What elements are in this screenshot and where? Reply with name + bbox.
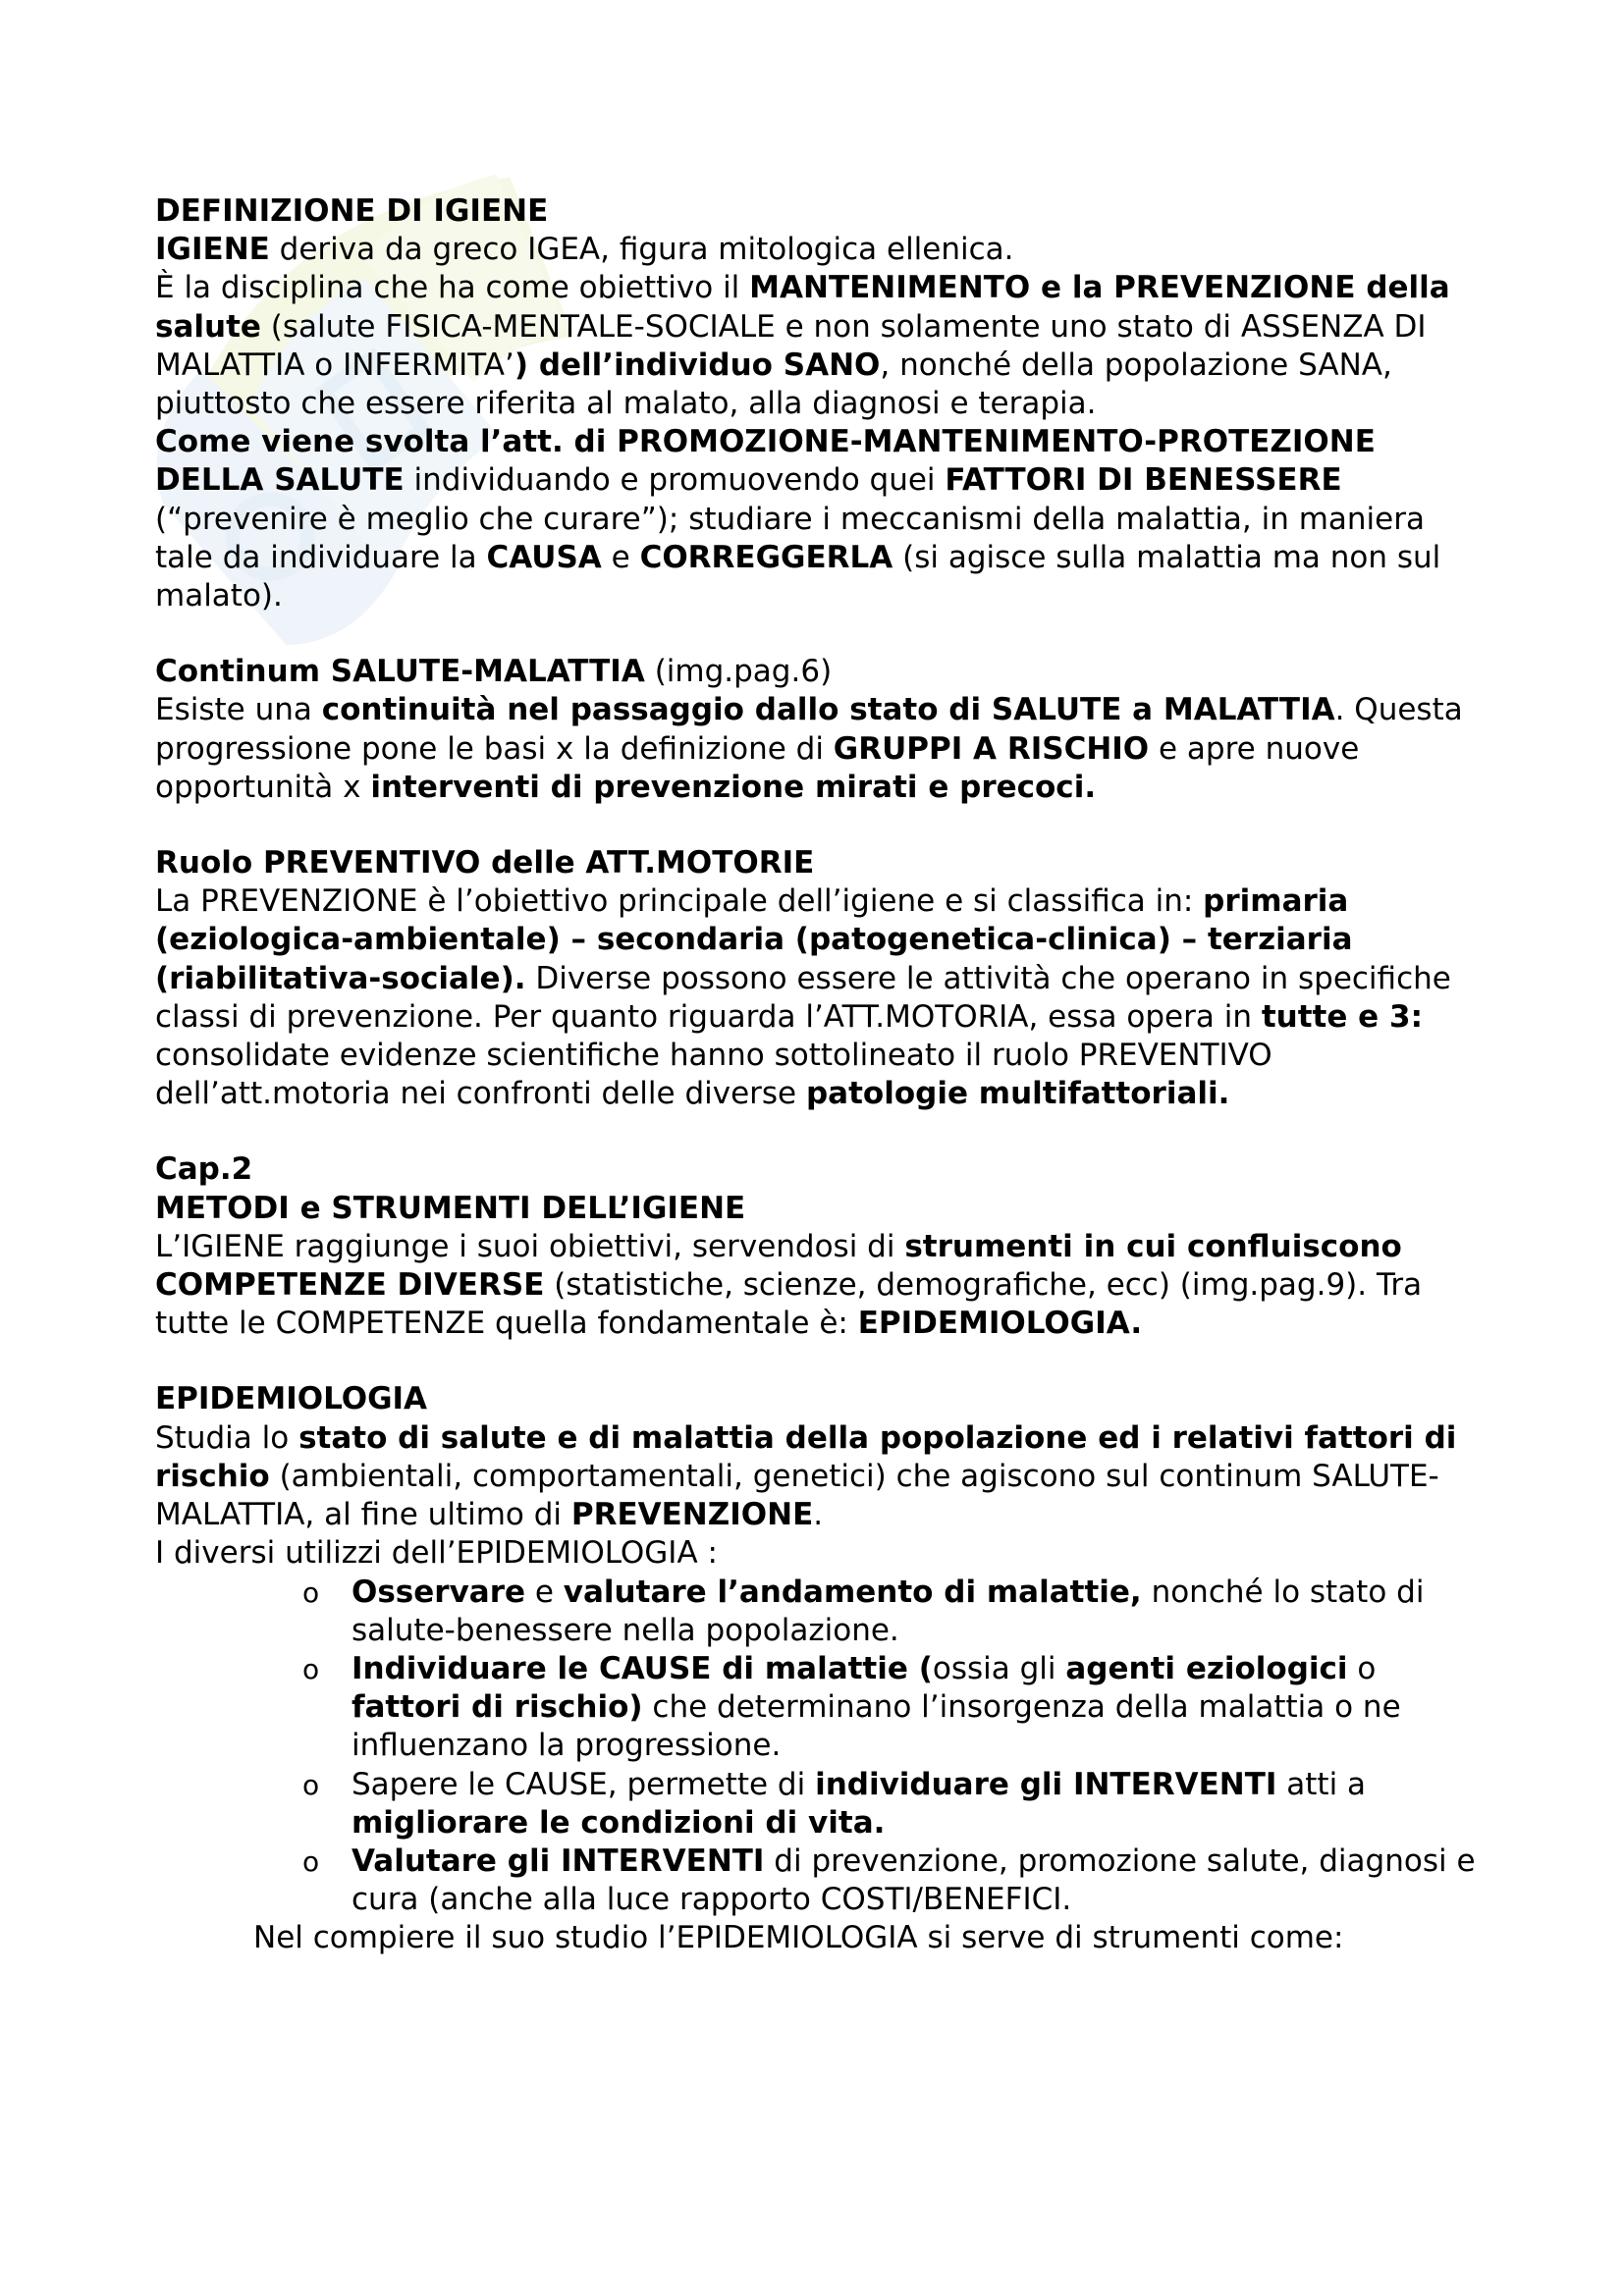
paragraph-utilizzi-intro: I diversi utilizzi dell’EPIDEMIOLOGIA : [155, 1535, 718, 1572]
document-page [155, 192, 1490, 1958]
bullet-icon: o [302, 1768, 320, 1801]
paragraph-epidemiologia: Studia lo stato di salute e di malattia della popolazione ed i relativi fattori di rischio (ambientali, comportamentali, genetici) che agiscono sul continum SALUTE-MALATTIA, al fine ultimo di PREVENZIONE. [155, 1419, 1457, 1533]
paragraph-continum: Esiste una continuità nel passaggio dallo stato di SALUTE a MALATTIA. Questa progressione pone le basi x la definizione di GRUPPI A RISCHIO e apre nuove opportunità x interventi di prevenzione mirati e precoci. [155, 692, 1463, 805]
section-title-ruolo-preventivo: Ruolo PREVENTIVO delle ATT.MOTORIE [155, 845, 815, 881]
utilizzi-list [155, 1574, 1490, 1920]
bullet-icon: o [302, 1844, 320, 1878]
list-item: o Osservare e valutare l’andamento di malattie, nonché lo stato di salute-benessere nella popolazione. [302, 1574, 1425, 1648]
list-item: o Valutare gli INTERVENTI di prevenzione, promozione salute, diagnosi e cura (anche alla luce rapporto COSTI/BENEFICI. [302, 1842, 1476, 1918]
paragraph-strumenti: Nel compiere il suo studio l’EPIDEMIOLOGIA si serve di strumenti come: [253, 1920, 1344, 1956]
paragraph-metodi: L’IGIENE raggiunge i suoi obiettivi, servendosi di strumenti in cui confluiscono COMPETENZE DIVERSE (statistiche, scienze, demografiche, ecc) (img.pag.9). Tra tutte le COMPETENZE quella fondamentale è: EPIDEMIOLOGIA. [155, 1228, 1423, 1342]
section-title-definizione: DEFINIZIONE DI IGIENE [155, 193, 549, 229]
section-title-continum: Continum SALUTE-MALATTIA (img.pag.6) [155, 654, 833, 690]
section-title-epidemiologia: EPIDEMIOLOGIA [155, 1381, 428, 1417]
list-item: o Sapere le CAUSE, permette di individuare gli INTERVENTI atti a migliorare le condizioni di vita. [302, 1766, 1367, 1841]
chapter-label: Cap.2 [155, 1151, 253, 1188]
paragraph-igiene-etymology: IGIENE deriva da greco IGEA, figura mitologica ellenica. [155, 232, 1014, 268]
paragraph-promozione: Come viene svolta l’att. di PROMOZIONE-MANTENIMENTO-PROTEZIONE DELLA SALUTE individuando e promuovendo quei FATTORI DI BENESSERE (“prevenire è meglio che curare”); studiare i meccanismi della malattia, in maniera tale da individuare la CAUSA e CORREGGERLA (si agisce sulla malattia ma non sul malato). [155, 424, 1441, 614]
section-title-metodi: METODI e STRUMENTI DELL’IGIENE [155, 1190, 746, 1226]
paragraph-prevenzione: La PREVENZIONE è l’obiettivo principale dell’igiene e si classifica in: primaria (eziologica-ambientale) – secondaria (patogenetica-clinica) – terziaria (riabilitativa-sociale). Diverse possono essere le attività che operano in specifiche classi di prevenzione. Per quanto riguarda l’ATT.MOTORIA, essa opera in tutte e 3: consolidate evidenze scientifiche hanno sottolineato il ruolo PREVENTIVO dell’att.motoria nei confronti delle diverse patologie multifattoriali. [155, 883, 1451, 1112]
paragraph-igiene-definition: È la disciplina che ha come obiettivo il MANTENIMENTO e la PREVENZIONE della salute (salute FISICA-MENTALE-SOCIALE e non solamente uno stato di ASSENZA DI MALATTIA o INFERMITA’) dell’individuo SANO, nonché della popolazione SANA, piuttosto che essere riferita al malato, alla diagnosi e terapia. [155, 270, 1450, 422]
bullet-icon: o [302, 1575, 320, 1609]
bullet-icon: o [302, 1652, 320, 1685]
list-item: o Individuare le CAUSE di malattie (ossia gli agenti eziologici o fattori di rischio) che determinano l’insorgenza della malattia o ne influenzano la progressione. [302, 1650, 1401, 1764]
